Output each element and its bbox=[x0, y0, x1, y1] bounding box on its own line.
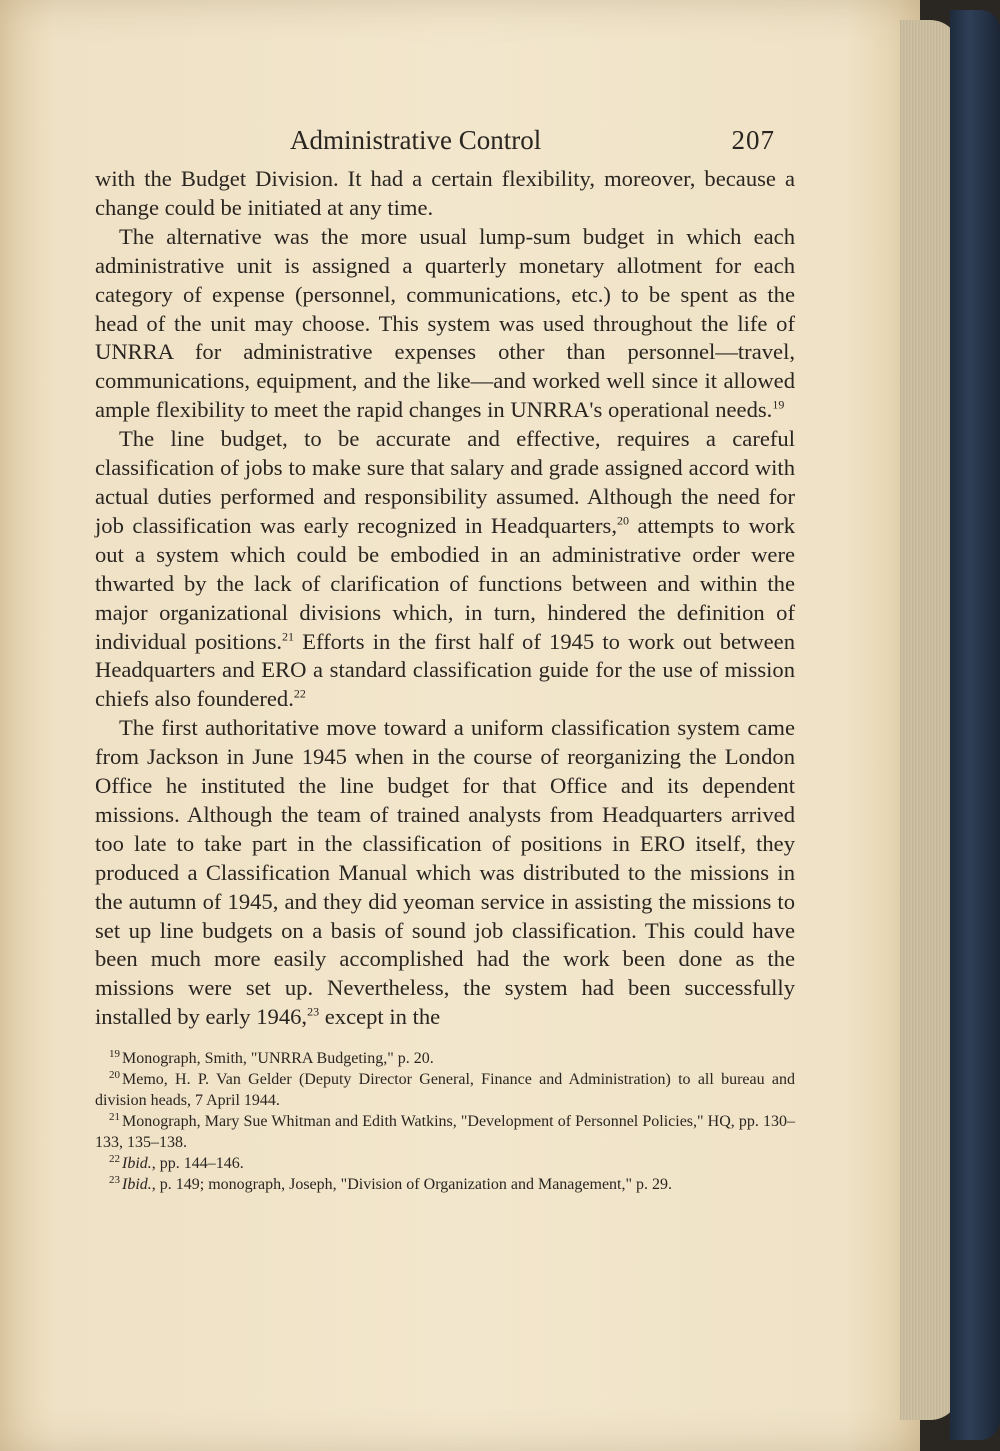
footnote-ref: 19 bbox=[772, 397, 785, 412]
footnote: $^{20}$ Memo, H. P. Van Gelder (Deputy Director General, Finance and Administration) to all bureau and division heads, 7 April 1944. bbox=[95, 1068, 795, 1110]
paragraph: The alternative was the more usual lump-sum budget in which each administrative unit is assigned a quarterly monetary allotment for each category of expense (personnel, communications, etc.) to be spent as the head of the unit may choose. This system was used throughout the life of UNRRA for administrative expenses other than personnel—travel, communications, equipment, and the like—and worked well since it allowed ample flexibility to meet the rapid changes in UNRRA's operational needs.$^{19}$ bbox=[95, 223, 795, 423]
book-cover bbox=[950, 10, 1000, 1440]
footnote-ref: 21 bbox=[282, 628, 295, 643]
running-title: Administrative Control bbox=[290, 125, 542, 155]
footnote-ref: 22 bbox=[293, 686, 306, 701]
footnote: $^{21}$ Monograph, Mary Sue Whitman and Edith Watkins, "Development of Personnel Policies," HQ, pp. 130–133, 135–138. bbox=[95, 1110, 795, 1152]
paragraph: The line budget, to be accurate and effective, requires a careful classification of jobs to make sure that salary and grade assigned accord with actual duties performed and responsibility assumed. Although the need for job classification was early recognized in Headquarters,$^{20}$ attempts to work out a system which could be embodied in an administrative order were thwarted by the lack of clarification of functions between and within the major organizational divisions which, in turn, hindered the definition of individual positions.$^{21}$ Efforts in the first half of 1945 to work out between Headquarters and ERO a standard classification guide for the use of mission chiefs also foundered.$^{22}$ bbox=[95, 426, 795, 712]
footnote: $^{23}$ Ibid., p. 149; monograph, Joseph, "Division of Organization and Management," p. 29. bbox=[109, 1173, 673, 1194]
paragraph: The first authoritative move toward a uniform classification system came from Jackson in June 1945 when in the course of reorganizing the London Office he instituted the line budget for that Office and its dependent missions. Although the team of trained analysts from Headquarters arrived too late to take part in the classification of positions in ERO itself, they produced a Classification Manual which was distributed to the missions in the autumn of 1945, and they did yeoman service in assisting the missions to set up line budgets on a basis of sound job classification. This could have been much more easily accomplished had the work been done as the missions were set up. Nevertheless, the system had been successfully installed by early 1946,23 except in the bbox=[95, 715, 795, 1030]
paragraph: with the Budget Division. It had a certain flexibility, moreover, because a change could be initiated at any time. bbox=[95, 166, 795, 220]
footnote: $^{19}$ Monograph, Smith, "UNRRA Budgeting," p. 20. bbox=[109, 1047, 434, 1068]
page-text bbox=[95, 125, 795, 1195]
footnote: $^{22}$ Ibid., pp. 144–146. bbox=[109, 1152, 244, 1173]
footnote-ref: 23 bbox=[307, 1004, 320, 1019]
page-number: 207 bbox=[731, 125, 775, 155]
running-header bbox=[95, 125, 795, 165]
body-text bbox=[95, 165, 795, 1032]
footnote-ref: 20 bbox=[617, 513, 629, 528]
footnotes bbox=[95, 1048, 795, 1195]
